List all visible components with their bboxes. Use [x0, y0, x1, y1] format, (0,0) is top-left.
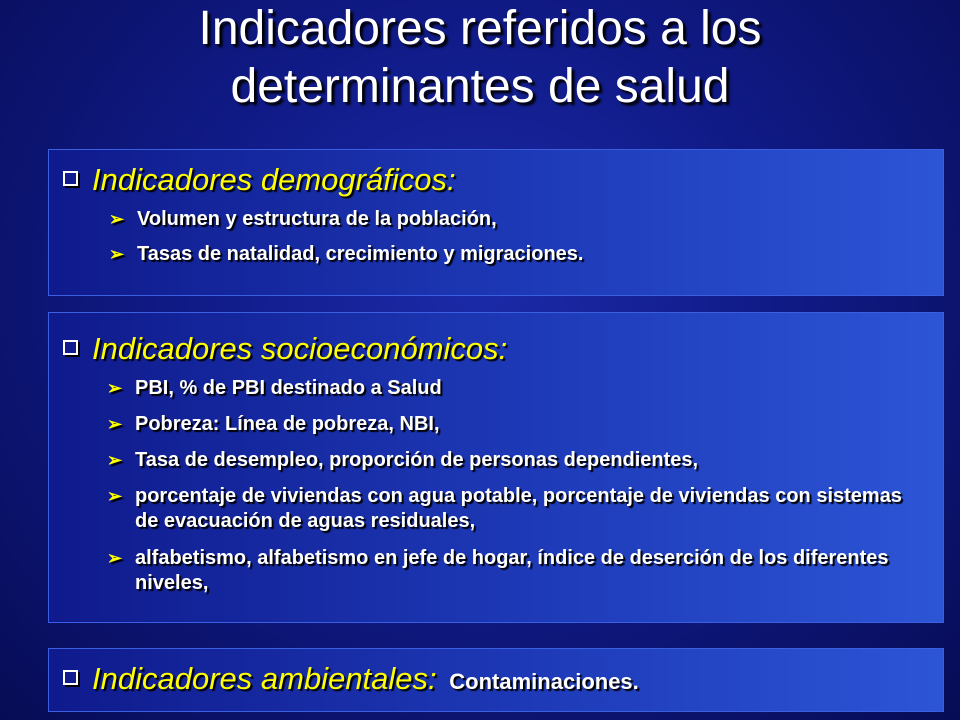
list-item-text: Volumen y estructura de la población,	[137, 208, 497, 230]
demographic-heading-text: Indicadores demográficos:	[92, 162, 456, 197]
socioeconomic-heading-text: Indicadores socioeconómicos:	[92, 331, 508, 366]
arrow-bullet-icon: ➢	[107, 486, 123, 506]
list-item-text: alfabetismo, alfabetismo en jefe de hogar, índice de deserción de los diferentes niveles,	[135, 547, 889, 594]
checkbox-bullet-icon	[63, 171, 78, 186]
list-item-text: Pobreza: Línea de pobreza, NBI,	[135, 413, 440, 435]
slide-title-line-2: determinantes de salud	[230, 60, 730, 113]
demographic-heading	[63, 162, 456, 198]
slide-title	[0, 0, 960, 116]
environmental-subtext: Contaminaciones.	[449, 669, 639, 694]
checkbox-bullet-icon	[63, 670, 78, 685]
demographic-indicators-panel	[48, 149, 944, 296]
arrow-bullet-icon: ➢	[109, 209, 125, 229]
slide-title-line-1: Indicadores referidos a los	[198, 2, 762, 55]
list-item-text: porcentaje de viviendas con agua potable, porcentaje de viviendas con sistemas de evacuación de aguas residuales,	[135, 485, 902, 532]
list-item-text: PBI, % de PBI destinado a Salud	[135, 377, 442, 399]
socioeconomic-heading	[63, 331, 507, 367]
list-item	[107, 484, 927, 534]
arrow-bullet-icon: ➢	[107, 378, 123, 398]
environmental-indicators-panel	[48, 648, 944, 712]
arrow-bullet-icon: ➢	[107, 414, 123, 434]
list-item	[107, 546, 927, 596]
list-item-text: Tasas de natalidad, crecimiento y migraciones.	[137, 243, 584, 265]
list-item	[109, 242, 929, 267]
arrow-bullet-icon: ➢	[107, 450, 123, 470]
socioeconomic-indicators-panel	[48, 312, 944, 623]
arrow-bullet-icon: ➢	[109, 244, 125, 264]
checkbox-bullet-icon	[63, 340, 78, 355]
list-item-text: Tasa de desempleo, proporción de personas dependientes,	[135, 449, 699, 471]
list-item	[109, 207, 929, 232]
arrow-bullet-icon: ➢	[107, 548, 123, 568]
environmental-heading-colon: :	[428, 661, 437, 696]
list-item	[107, 448, 927, 473]
environmental-heading-text: Indicadores ambientales	[92, 661, 429, 696]
list-item	[107, 376, 927, 401]
environmental-heading	[63, 661, 639, 697]
list-item	[107, 412, 927, 437]
